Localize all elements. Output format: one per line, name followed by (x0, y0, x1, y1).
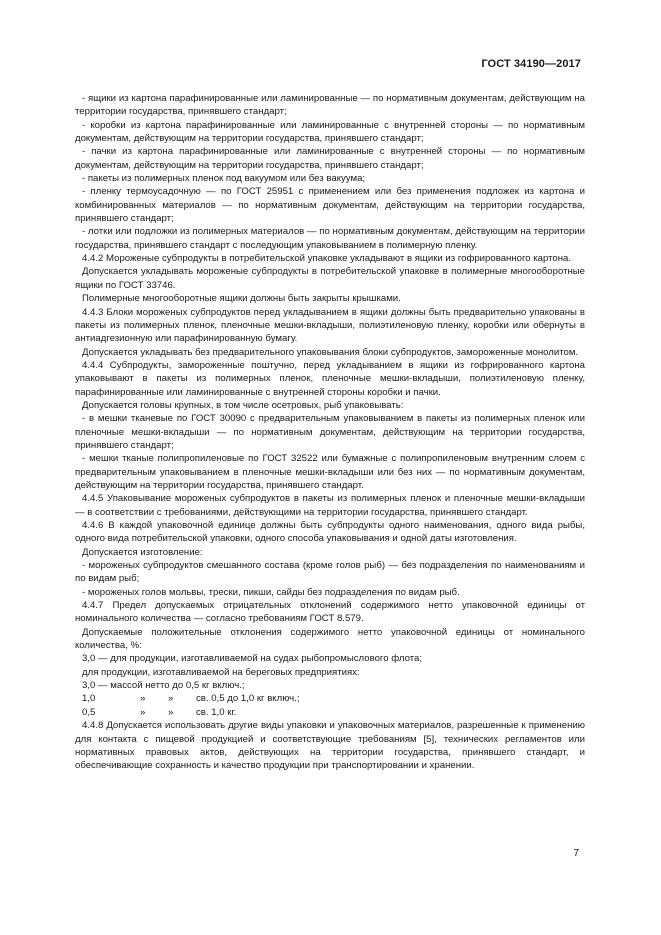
ditto-mark: » (168, 693, 174, 705)
paragraph: - мороженых субпродуктов смешанного состава (кроме голов рыб) — без подразделения по наименованиям и по видам рыб; (75, 560, 585, 585)
tolerance-range: св. 0,5 до 1,0 кг включ.; (196, 693, 300, 705)
paragraph: - мешки тканые полипропиленовые по ГОСТ 32522 или бумажные с полипропиленовым внутренним слоем с предварительным упаковыванием в пленочные мешки-вкладыши или без них — по нормативным документам, действующим на территории государства, принявшего стандарт. (75, 453, 585, 491)
paragraph: 4.4.6 В каждой упаковочной единице должны быть субпродукты одного наименования, одного вида рыбы, одного вида потребительской упаковки, одного способа упаковывания и одной даты изготовления. (75, 520, 585, 545)
paragraph: 4.4.8 Допускается использовать другие виды упаковки и упаковочных материалов, разрешенные к применению для контакта с пищевой продукцией и соответствующие требованиям [5], технических регламентов или нормативных правовых актов, действующих на территории государства, принявшего стандарт, и обеспечивающие сохранность и качество продукции при транспортировании и хранении. (75, 720, 585, 772)
tolerance-row (75, 692, 585, 705)
paragraph: - мороженых голов мольвы, трески, пикши, сайды без подразделения по видам рыб. (82, 586, 460, 598)
paragraph: - лотки или подложки из полимерных материалов — по нормативным документам, действующим на территории государства, принявшего стандарт с последующим упаковыванием в полимерную пленку. (75, 226, 585, 251)
paragraph: 4.4.7 Предел допускаемых отрицательных отклонений содержимого нетто упаковочной единицы от номинального количества — согласно требованиям ГОСТ 8.579. (75, 600, 585, 625)
paragraph: 4.4.5 Упаковывание мороженых субпродуктов в пакеты из полимерных пленок и пленочные мешки-вкладыши — в соответствии с требованиями, действующими на территории государства, принявшего стандарт. (75, 493, 585, 518)
paragraph: для продукции, изготавливаемой на береговых предприятиях: (82, 666, 360, 678)
tolerance-range: св. 1,0 кг. (196, 706, 237, 718)
page-body (75, 92, 585, 773)
paragraph: Допускается укладывать без предварительного упаковывания блоки субпродуктов, замороженные монолитом. (82, 346, 579, 358)
paragraph: 3,0 — для продукции, изготавливаемой на судах рыбопромыслового флота; (82, 653, 422, 665)
paragraph: Допускаемые положительные отклонения содержимого нетто упаковочной единицы от номинального количества, %: (75, 626, 585, 652)
ditto-mark: » (140, 706, 146, 718)
paragraph: - коробки из картона парафинированные или ламинированные с внутренней стороны — по нормативным документам, действующим на территории государства, принявшего стандарт; (75, 119, 585, 145)
paragraph: 4.4.3 Блоки мороженых субпродуктов перед укладыванием в ящики должны быть предварительно упакованы в пакеты из полимерных пленок, пленочные мешки-вкладыши, полиэтиленовую пленку, коробки или обернуты в антиадгезионную или парафинированную бумагу. (75, 306, 585, 345)
paragraph: - пачки из картона парафинированные или ламинированные с внутренней стороны — по нормативным документам, действующим на территории государства, принявшего стандарт; (75, 146, 585, 171)
page-number: 7 (573, 848, 579, 859)
paragraph: - в мешки тканевые по ГОСТ 30090 с предварительным упаковыванием в пакеты из полимерных пленок или пленочные мешки-вкладыши — по нормативным документам, действующим на территории государства, принявшего стандарт; (75, 413, 585, 451)
paragraph: Допускается изготовление: (82, 546, 203, 558)
paragraph: 4.4.4 Субпродукты, замороженные поштучно, перед укладыванием в ящики из гофрированного картона упаковывают в пакеты из полимерных пленок, пленочные мешки-вкладыши, полиэтиленовую пленку, парафинированные или ламинированные с внутренней стороны коробки и пачки. (75, 359, 585, 398)
tolerance-value: 1,0 (82, 693, 96, 705)
paragraph: Допускается головы крупных, в том числе осетровых, рыб упаковывать: (82, 399, 404, 411)
paragraph: - пакеты из полимерных пленок под вакуумом или без вакуума; (82, 173, 366, 185)
paragraph: 4.4.2 Мороженые субпродукты в потребительской упаковке укладывают в ящики из гофрированного картона. (82, 253, 572, 265)
ditto-mark: » (168, 706, 174, 718)
paragraph: - ящики из картона парафинированные или ламинированные — по нормативным документам, действующим на территории государства, принявшего стандарт; (75, 93, 585, 118)
document-code: ГОСТ 34190—2017 (481, 58, 581, 70)
tolerance-row (75, 706, 585, 719)
paragraph: Полимерные многооборотные ящики должны быть закрыты крышками. (82, 293, 401, 305)
paragraph: Допускается укладывать мороженые субпродукты в потребительской упаковке в полимерные многооборотные ящики по ГОСТ 33746. (75, 266, 585, 291)
tolerance-value: 0,5 (82, 706, 96, 718)
ditto-mark: » (140, 693, 146, 705)
paragraph: - пленку термоусадочную — по ГОСТ 25951 с применением или без применения подложек из картона и комбинированных материалов — по нормативным документам, действующим на территории государства, принявшего стандарт; (75, 186, 585, 225)
paragraph: 3,0 — массой нетто до 0,5 кг включ.; (82, 680, 245, 692)
